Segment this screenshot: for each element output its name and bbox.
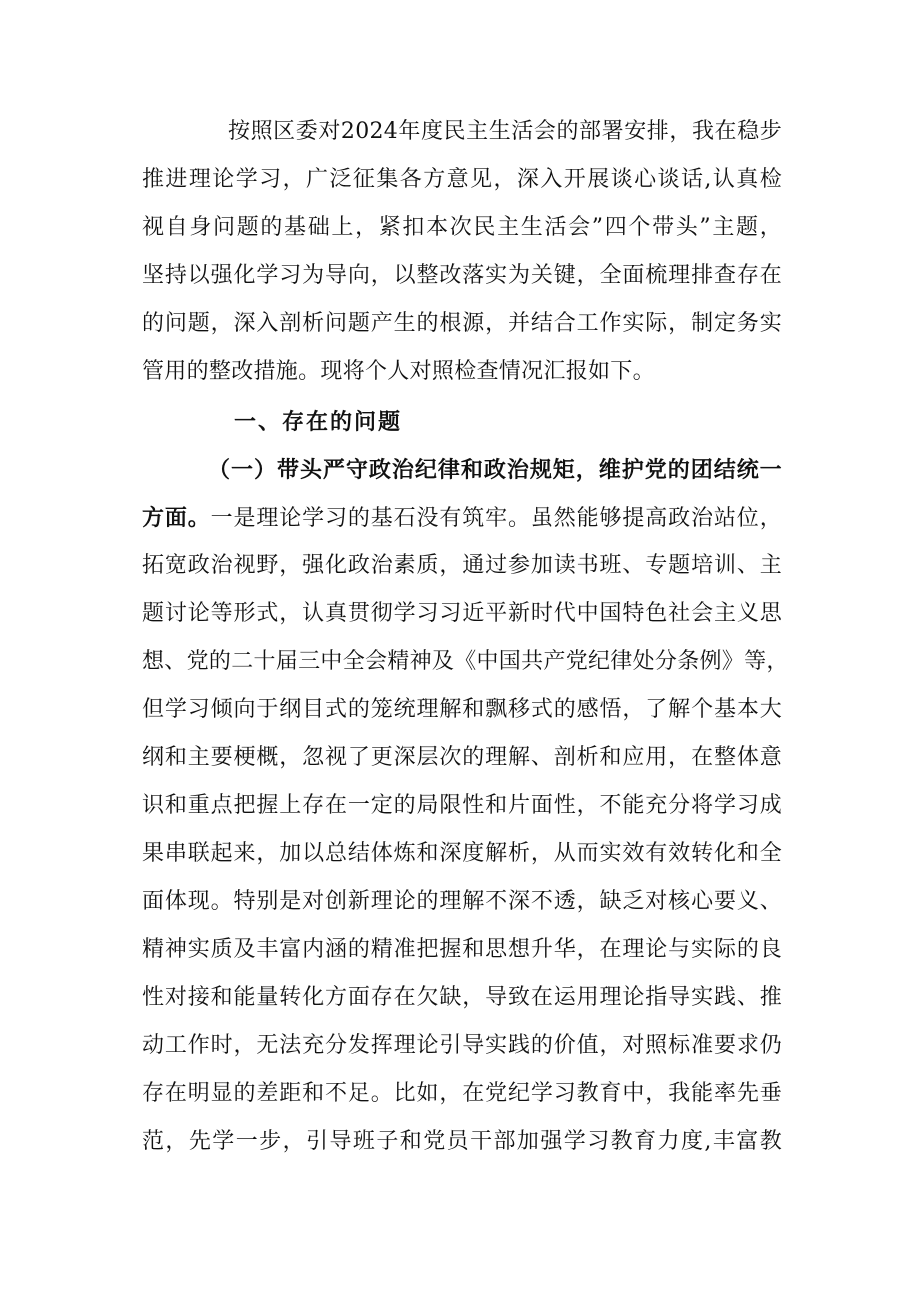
subsection-body-line-13: 存在明显的差距和不足。比如，在党纪学习教育中，我能率先垂	[142, 1081, 782, 1106]
intro-line-6: 管用的整改措施。现将个人对照检查情况汇报如下。	[142, 359, 655, 384]
subsection-body-line-8: 果串联起来，加以总结体炼和深度解析，从而实效有效转化和全	[142, 841, 782, 866]
subsection-first-point: 一是理论学习的基石没有筑牢。虽然能够提高政治站位，	[210, 506, 782, 531]
subsection-body-line-5: 但学习倾向于纲目式的笼统理解和飘移式的感悟，了解个基本大	[142, 697, 782, 722]
subsection-body-line-14: 范，先学一步，引导班子和党员干部加强学习教育力度,丰富教	[142, 1129, 782, 1154]
subsection-body-line-12: 动工作时，无法充分发挥理论引导实践的价值，对照标准要求仍	[142, 1033, 782, 1058]
subsection-title: （一）带头严守政治纪律和政治规矩，维护党的团结统一	[208, 457, 782, 483]
subsection-title-end: 方面。	[142, 505, 211, 531]
subsection-body-line-10: 精神实质及丰富内涵的精准把握和思想升华，在理论与实际的良	[142, 937, 782, 962]
intro-line-1: 按照区委对2024年度民主生活会的部署安排，我在稳步	[228, 119, 782, 144]
subsection-body-line-7: 识和重点把握上存在一定的局限性和片面性，不能充分将学习成	[142, 793, 782, 818]
subsection-body-line-1	[142, 504, 782, 532]
subsection-body-line-9: 面体现。特别是对创新理论的理解不深不透，缺乏对核心要义、	[142, 889, 782, 914]
intro-line-5: 的问题，深入剖析问题产生的根源，并结合工作实际，制定务实	[142, 311, 782, 336]
subsection-body-line-4: 想、党的二十届三中全会精神及《中国共产党纪律处分条例》等，	[142, 649, 789, 674]
subsection-body-line-6: 纲和主要梗概，忽视了更深层次的理解、剖析和应用，在整体意	[142, 745, 782, 770]
subsection-body-line-3: 题讨论等形式，认真贯彻学习习近平新时代中国特色社会主义思	[142, 601, 782, 626]
subsection-body-line-2: 拓宽政治视野，强化政治素质，通过参加读书班、专题培训、主	[142, 553, 782, 578]
intro-line-4: 坚持以强化学习为导向，以整改落实为关键，全面梳理排查存在	[142, 263, 782, 288]
intro-line-2: 推进理论学习，广泛征集各方意见，深入开展谈心谈话,认真检	[142, 167, 782, 192]
section-heading: 一、存在的问题	[234, 409, 403, 435]
intro-line-3: 视自身问题的基础上，紧扣本次民主生活会”四个带头”主题，	[142, 215, 782, 240]
subsection-body-line-11: 性对接和能量转化方面存在欠缺，导致在运用理论指导实践、推	[142, 985, 782, 1010]
